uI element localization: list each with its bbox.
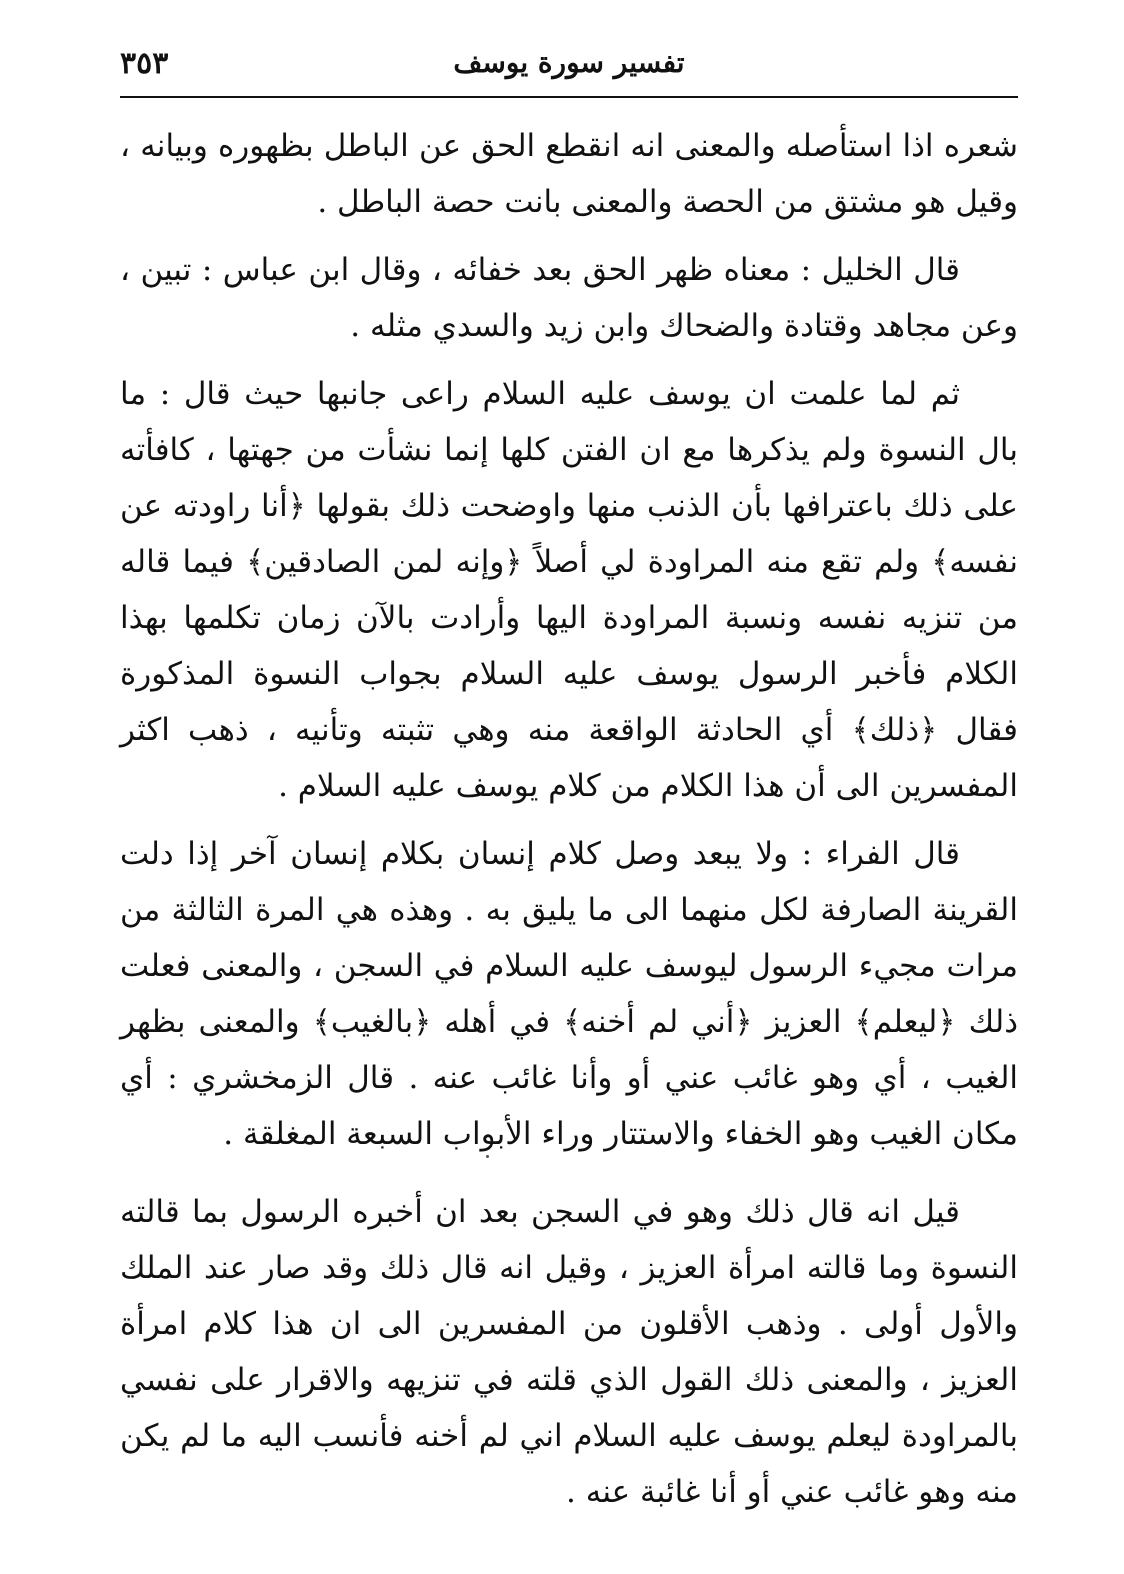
scan-speck <box>486 1155 489 1158</box>
paragraph-3: ثم لما علمت ان يوسف عليه السلام راعى جانبها حيث قال : ما بال النسوة ولم يذكرها مع ان الفتن كلها إنما نشأت من جهتها ، كافأته على ذلك باعترافها بأن الذنب منها واوضحت ذلك بقولها ﴿أنا راودته عن نفسه﴾ ولم تقع منه المراودة لي أصلاً ﴿وإنه لمن الصادقين﴾ فيما قاله من تنزيه نفسه ونسبة المراودة اليها وأرادت بالآن زمان تكلمها بهذا الكلام فأخبر الرسول يوسف عليه السلام بجواب النسوة المذكورة فقال ﴿ذلك﴾ أي الحادثة الواقعة منه وهي تثبته وتأنيه ، ذهب اكثر المفسرين الى أن هذا الكلام من كلام يوسف عليه السلام . <box>120 376 1018 804</box>
page-header <box>120 40 1018 96</box>
paragraph-2: قال الخليل : معناه ظهر الحق بعد خفائه ، وقال ابن عباس : تبين ، وعن مجاهد وقتادة والضحاك وابن زيد والسدي مثله . <box>120 252 1018 344</box>
page-number: ٣٥٣ <box>120 46 169 81</box>
body-text <box>120 118 1018 1532</box>
paragraph-4: قال الفراء : ولا يبعد وصل كلام إنسان بكلام إنسان آخر إذا دلت القرينة الصارفة لكل منهما الى ما يليق به . وهذه هي المرة الثالثة من مرات مجيء الرسول ليوسف عليه السلام في السجن ، والمعنى فعلت ذلك ﴿ليعلم﴾ العزيز ﴿أني لم أخنه﴾ في أهله ﴿بالغيب﴾ والمعنى بظهر الغيب ، أي وهو غائب عني أو وأنا غائب عنه . قال الزمخشري : أي مكان الغيب وهو الخفاء والاستتار وراء الأبواب السبعة المغلقة . <box>120 836 1018 1152</box>
paragraph-1: شعره اذا استأصله والمعنى انه انقطع الحق عن الباطل بظهوره وبيانه ، وقيل هو مشتق من الحصة والمعنى بانت حصة الباطل . <box>120 128 1018 220</box>
running-title: تفسير سورة يوسف <box>453 46 685 79</box>
paragraph-5: قيل انه قال ذلك وهو في السجن بعد ان أخبره الرسول بما قالته النسوة وما قالته امرأة العزيز ، وقيل انه قال ذلك وقد صار عند الملك والأول أولى . وذهب الأقلون من المفسرين الى ان هذا كلام امرأة العزيز ، والمعنى ذلك القول الذي قلته في تنزيهه والاقرار على نفسي بالمراودة ليعلم يوسف عليه السلام اني لم أخنه فأنسب اليه ما لم يكن منه وهو غائب عني أو أنا غائبة عنه . <box>120 1194 1018 1510</box>
header-rule <box>120 96 1018 98</box>
